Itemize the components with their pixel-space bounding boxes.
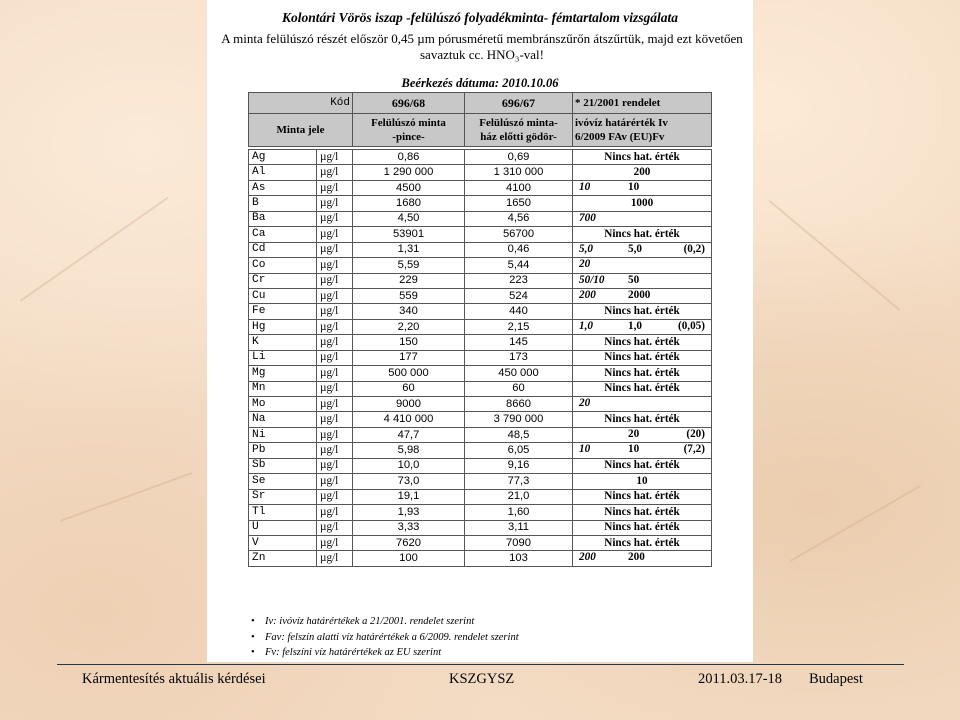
table-row xyxy=(249,551,712,566)
table-row xyxy=(249,505,712,520)
unit: µg/l xyxy=(317,505,353,520)
limit-value xyxy=(573,319,712,334)
element-symbol: Sr xyxy=(249,489,317,504)
element-symbol: Ca xyxy=(249,227,317,242)
unit: µg/l xyxy=(317,319,353,334)
unit: µg/l xyxy=(317,412,353,427)
value-sample-2: 60 xyxy=(465,381,573,396)
limit-value xyxy=(573,288,712,303)
limit-line2: 6/2009 FAv (EU)Fv xyxy=(575,131,665,143)
table-row xyxy=(249,242,712,257)
limit-fav: 1,0 xyxy=(628,319,642,332)
table-row xyxy=(249,227,712,242)
table-row xyxy=(249,412,712,427)
unit: µg/l xyxy=(317,242,353,257)
value-sample-2: 1,60 xyxy=(465,505,573,520)
limit-text: Nincs hat. érték xyxy=(604,382,680,395)
value-sample-2: 3,11 xyxy=(465,520,573,535)
unit: µg/l xyxy=(317,150,353,165)
table-row xyxy=(249,520,712,535)
value-sample-1: 4500 xyxy=(353,180,465,195)
limit-fav: 200 xyxy=(628,551,645,564)
limit-value xyxy=(573,150,712,165)
table-row xyxy=(249,458,712,473)
element-symbol: Cr xyxy=(249,273,317,288)
limit-value xyxy=(573,458,712,473)
minta-jele-label: Minta jele xyxy=(249,114,353,147)
limit-fav: 10 xyxy=(628,443,640,456)
limit-fav: 5,0 xyxy=(628,242,642,255)
value-sample-1: 73,0 xyxy=(353,474,465,489)
limit-value xyxy=(573,165,712,180)
marble-vein xyxy=(790,485,921,562)
value-sample-2: 1 310 000 xyxy=(465,165,573,180)
value-sample-2: 5,44 xyxy=(465,258,573,273)
element-symbol: Fe xyxy=(249,304,317,319)
unit: µg/l xyxy=(317,304,353,319)
limit-text: Nincs hat. érték xyxy=(604,459,680,472)
table-row xyxy=(249,258,712,273)
value-sample-2: 1650 xyxy=(465,196,573,211)
footer-course-title: Kármentesítés aktuális kérdései xyxy=(82,671,266,687)
value-sample-1: 2,20 xyxy=(353,319,465,334)
value-sample-2: 56700 xyxy=(465,227,573,242)
value-sample-1: 229 xyxy=(353,273,465,288)
regulation-label: * 21/2001 rendelet xyxy=(573,93,712,114)
limit-value xyxy=(573,535,712,550)
element-symbol: Cd xyxy=(249,242,317,257)
value-sample-1: 4,50 xyxy=(353,211,465,226)
value-sample-2: 9,16 xyxy=(465,458,573,473)
element-symbol: Zn xyxy=(249,551,317,566)
table-row xyxy=(249,535,712,550)
sample-1-name xyxy=(353,114,465,147)
limit-text: Nincs hat. érték xyxy=(604,536,680,549)
value-sample-2: 223 xyxy=(465,273,573,288)
limit-iv: 50/10 xyxy=(579,273,605,286)
limit-value xyxy=(573,551,712,566)
table-row xyxy=(249,196,712,211)
value-sample-1: 500 000 xyxy=(353,366,465,381)
unit: µg/l xyxy=(317,258,353,273)
table-row xyxy=(249,427,712,442)
unit: µg/l xyxy=(317,196,353,211)
limit-fav: 10 xyxy=(628,180,640,193)
limit-iv: 700 xyxy=(579,211,596,224)
results-table xyxy=(248,149,712,567)
table-row xyxy=(249,150,712,165)
limit-iv: 10 xyxy=(579,180,591,193)
unit: µg/l xyxy=(317,551,353,566)
code-2: 696/67 xyxy=(465,93,573,114)
value-sample-2: 0,46 xyxy=(465,242,573,257)
element-symbol: Cu xyxy=(249,288,317,303)
sample-2-line2: ház előtti gödör- xyxy=(480,131,557,143)
limit-value xyxy=(573,227,712,242)
footer-city: Budapest xyxy=(809,671,863,687)
sample-2-line1: Felülúszó minta- xyxy=(479,117,558,129)
footer-divider xyxy=(57,664,904,665)
element-symbol: K xyxy=(249,335,317,350)
limit-iv: 200 xyxy=(579,551,596,564)
limit-text: Nincs hat. érték xyxy=(604,227,680,240)
value-sample-1: 1,93 xyxy=(353,505,465,520)
element-symbol: Al xyxy=(249,165,317,180)
limit-value xyxy=(573,427,712,442)
element-symbol: Ag xyxy=(249,150,317,165)
value-sample-2: 3 790 000 xyxy=(465,412,573,427)
value-sample-1: 1,31 xyxy=(353,242,465,257)
limit-text: Nincs hat. érték xyxy=(604,351,680,364)
limit-text: Nincs hat. érték xyxy=(604,335,680,348)
limit-text: Nincs hat. érték xyxy=(604,413,680,426)
footnote-fav: • Fav: felszín alatti víz határértékek a 6/2009. rendelet szerint xyxy=(251,630,519,646)
table-row xyxy=(249,211,712,226)
value-sample-2: 21,0 xyxy=(465,489,573,504)
limit-iv: 10 xyxy=(579,443,591,456)
element-symbol: U xyxy=(249,520,317,535)
limit-iv: 1,0 xyxy=(579,319,593,332)
value-sample-1: 150 xyxy=(353,335,465,350)
limit-text: 200 xyxy=(633,166,651,179)
element-symbol: Na xyxy=(249,412,317,427)
limit-text: Nincs hat. érték xyxy=(604,150,680,163)
document-title: Kolontári Vörös iszap -felülúszó folyadékminta- fémtartalom vizsgálata xyxy=(281,10,679,25)
element-symbol: Sb xyxy=(249,458,317,473)
table-row xyxy=(249,381,712,396)
element-symbol: Ba xyxy=(249,211,317,226)
limit-value xyxy=(573,412,712,427)
results-table-header xyxy=(248,92,712,147)
value-sample-1: 1680 xyxy=(353,196,465,211)
value-sample-1: 3,33 xyxy=(353,520,465,535)
footnotes xyxy=(251,614,519,661)
value-sample-1: 340 xyxy=(353,304,465,319)
table-row xyxy=(249,273,712,288)
value-sample-1: 9000 xyxy=(353,397,465,412)
element-symbol: As xyxy=(249,180,317,195)
table-row xyxy=(249,319,712,334)
value-sample-1: 53901 xyxy=(353,227,465,242)
limit-value xyxy=(573,242,712,257)
value-sample-2: 4,56 xyxy=(465,211,573,226)
table-row xyxy=(249,489,712,504)
limit-text: Nincs hat. érték xyxy=(604,505,680,518)
table-row xyxy=(249,350,712,365)
footnote-fv: • Fv: felszíni víz határértékek az EU szerint xyxy=(251,645,519,661)
element-symbol: Pb xyxy=(249,443,317,458)
limit-value xyxy=(573,273,712,288)
sample-1-line1: Felülúszó minta xyxy=(371,117,446,129)
unit: µg/l xyxy=(317,535,353,550)
limit-value xyxy=(573,304,712,319)
limit-line1: ivóvíz határérték Iv xyxy=(575,117,668,129)
kod-label: Kód xyxy=(249,93,353,114)
unit: µg/l xyxy=(317,520,353,535)
limit-value xyxy=(573,397,712,412)
unit: µg/l xyxy=(317,366,353,381)
table-row xyxy=(249,165,712,180)
limit-value xyxy=(573,489,712,504)
value-sample-1: 4 410 000 xyxy=(353,412,465,427)
marble-vein xyxy=(60,472,192,522)
limit-header xyxy=(573,114,712,147)
unit: µg/l xyxy=(317,381,353,396)
code-1: 696/68 xyxy=(353,93,465,114)
unit: µg/l xyxy=(317,211,353,226)
value-sample-2: 6,05 xyxy=(465,443,573,458)
limit-iv: 20 xyxy=(579,397,591,409)
arrival-date: Beérkezés dátuma: 2010.10.06 xyxy=(401,76,559,90)
unit: µg/l xyxy=(317,180,353,195)
marble-vein xyxy=(769,200,901,311)
unit: µg/l xyxy=(317,335,353,350)
unit: µg/l xyxy=(317,397,353,412)
unit: µg/l xyxy=(317,227,353,242)
unit: µg/l xyxy=(317,474,353,489)
value-sample-2: 8660 xyxy=(465,397,573,412)
limit-text: Nincs hat. érték xyxy=(604,490,680,503)
limit-iv: 5,0 xyxy=(579,242,593,255)
sample-1-line2: -pince- xyxy=(392,131,425,143)
table-row xyxy=(249,335,712,350)
limit-iv: 200 xyxy=(579,288,596,301)
element-symbol: Tl xyxy=(249,505,317,520)
value-sample-1: 177 xyxy=(353,350,465,365)
limit-value xyxy=(573,196,712,211)
limit-fv: (20) xyxy=(686,427,705,440)
element-symbol: Li xyxy=(249,350,317,365)
limit-fav: 2000 xyxy=(628,288,651,301)
table-row xyxy=(249,474,712,489)
table-row xyxy=(249,443,712,458)
value-sample-2: 4100 xyxy=(465,180,573,195)
element-symbol: B xyxy=(249,196,317,211)
footer-organization: KSZGYSZ xyxy=(449,671,515,687)
value-sample-1: 19,1 xyxy=(353,489,465,504)
sample-2-name xyxy=(465,114,573,147)
limit-value xyxy=(573,474,712,489)
unit: µg/l xyxy=(317,427,353,442)
limit-text: Nincs hat. érték xyxy=(604,521,680,534)
limit-fav: 50 xyxy=(628,273,640,286)
limit-text: 10 xyxy=(636,474,648,487)
value-sample-1: 5,59 xyxy=(353,258,465,273)
element-symbol: Mg xyxy=(249,366,317,381)
unit: µg/l xyxy=(317,443,353,458)
element-symbol: Hg xyxy=(249,319,317,334)
value-sample-1: 1 290 000 xyxy=(353,165,465,180)
value-sample-1: 60 xyxy=(353,381,465,396)
footnote-iv: • Iv: ivóvíz határértékek a 21/2001. rendelet szerint xyxy=(251,614,519,630)
limit-fv: (0,2) xyxy=(683,242,705,255)
limit-fv: (7,2) xyxy=(683,443,705,456)
table-row xyxy=(249,397,712,412)
value-sample-2: 77,3 xyxy=(465,474,573,489)
unit: µg/l xyxy=(317,350,353,365)
unit: µg/l xyxy=(317,288,353,303)
marble-vein xyxy=(20,197,169,302)
value-sample-1: 559 xyxy=(353,288,465,303)
value-sample-2: 48,5 xyxy=(465,427,573,442)
unit: µg/l xyxy=(317,165,353,180)
limit-value xyxy=(573,505,712,520)
limit-fav: 20 xyxy=(628,427,640,440)
document-subtitle: A minta felülúszó részét először 0,45 µm pórusméretű membránszűrőn átszűrtük, majd ezt követően savaztuk cc. HNO₃-val! xyxy=(221,31,743,62)
value-sample-1: 7620 xyxy=(353,535,465,550)
document-page xyxy=(207,0,753,662)
unit: µg/l xyxy=(317,489,353,504)
element-symbol: V xyxy=(249,535,317,550)
value-sample-2: 440 xyxy=(465,304,573,319)
footer-date: 2011.03.17-18 xyxy=(698,671,783,687)
limit-iv: 20 xyxy=(579,258,591,271)
value-sample-2: 7090 xyxy=(465,535,573,550)
limit-value xyxy=(573,335,712,350)
limit-text: Nincs hat. érték xyxy=(604,305,680,318)
value-sample-2: 173 xyxy=(465,350,573,365)
value-sample-1: 10,0 xyxy=(353,458,465,473)
element-symbol: Mo xyxy=(249,397,317,412)
limit-value xyxy=(573,520,712,535)
element-symbol: Mn xyxy=(249,381,317,396)
limit-value xyxy=(573,180,712,195)
limit-fv: (0,05) xyxy=(677,319,705,332)
value-sample-2: 2,15 xyxy=(465,319,573,334)
limit-value xyxy=(573,443,712,458)
value-sample-1: 47,7 xyxy=(353,427,465,442)
table-row xyxy=(249,366,712,381)
value-sample-1: 5,98 xyxy=(353,443,465,458)
value-sample-2: 103 xyxy=(465,551,573,566)
unit: µg/l xyxy=(317,458,353,473)
table-row xyxy=(249,304,712,319)
limit-text: 1000 xyxy=(630,197,654,210)
limit-value xyxy=(573,350,712,365)
value-sample-2: 145 xyxy=(465,335,573,350)
limit-text: Nincs hat. érték xyxy=(604,366,680,379)
element-symbol: Co xyxy=(249,258,317,273)
limit-value xyxy=(573,366,712,381)
value-sample-2: 0,69 xyxy=(465,150,573,165)
limit-value xyxy=(573,381,712,396)
limit-value xyxy=(573,258,712,273)
limit-value xyxy=(573,211,712,226)
element-symbol: Ni xyxy=(249,427,317,442)
unit: µg/l xyxy=(317,273,353,288)
table-row xyxy=(249,288,712,303)
element-symbol: Se xyxy=(249,474,317,489)
value-sample-1: 100 xyxy=(353,551,465,566)
value-sample-2: 450 000 xyxy=(465,366,573,381)
value-sample-1: 0,86 xyxy=(353,150,465,165)
value-sample-2: 524 xyxy=(465,288,573,303)
table-row xyxy=(249,180,712,195)
